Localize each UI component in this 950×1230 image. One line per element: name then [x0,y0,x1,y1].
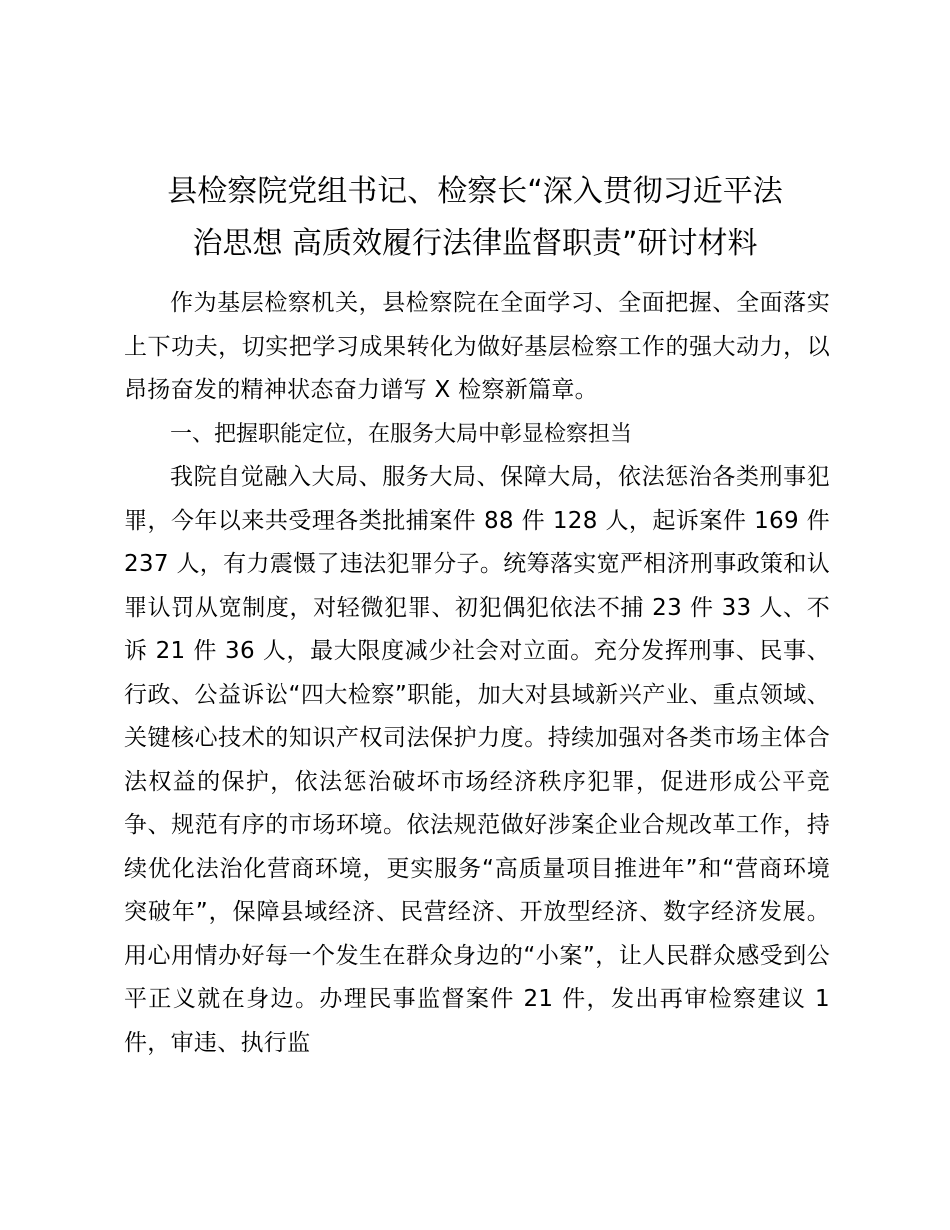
intro-paragraph: 作为基层检察机关，县检察院在全面学习、全面把握、全面落实上下功夫，切实把学习成果转化为做好基层检察工作的强大动力，以昂扬奋发的精神状态奋力谱写 X 检察新篇章。 [124,290,830,403]
title-line-1: 县检察院党组书记、检察长“深入贯彻习近平法 [167,174,783,209]
title-line-2: 治思想 高质效履行法律监督职责”研讨材料 [192,226,758,261]
document-body [124,282,830,1065]
section-heading-1: 一、把握职能定位，在服务大局中彰显检察担当 [170,421,633,447]
document-title [110,166,840,270]
body-paragraph-1: 我院自觉融入大局、服务大局、保障大局，依法惩治各类刑事犯罪，今年以来共受理各类批捕案件 88 件 128 人，起诉案件 169 件 237 人，有力震慑了违法犯罪分子。统筹落实宽严相济刑事政策和认罪认罚从宽制度，对轻微犯罪、初犯偶犯依法不捕 23 件 33 人、不诉 21 件 36 人，最大限度减少社会对立面。充分发挥刑事、民事、行政、公益诉讼“四大检察”职能，加大对县域新兴产业、重点领域、关键核心技术的知识产权司法保护力度。持续加强对各类市场主体合法权益的保护，依法惩治破坏市场经济秩序犯罪，促进形成公平竞争、规范有序的市场环境。依法规范做好涉案企业合规改革工作，持续优化法治化营商环境，更实服务“高质量项目推进年”和“营商环境突破年”，保障县域经济、民营经济、开放型经济、数字经济发展。用心用情办好每一个发生在群众身边的“小案”，让人民群众感受到公平正义就在身边。办理民事监督案件 21 件，发出再审检察建议 1 件，审违、执行监 [124,464,830,1056]
